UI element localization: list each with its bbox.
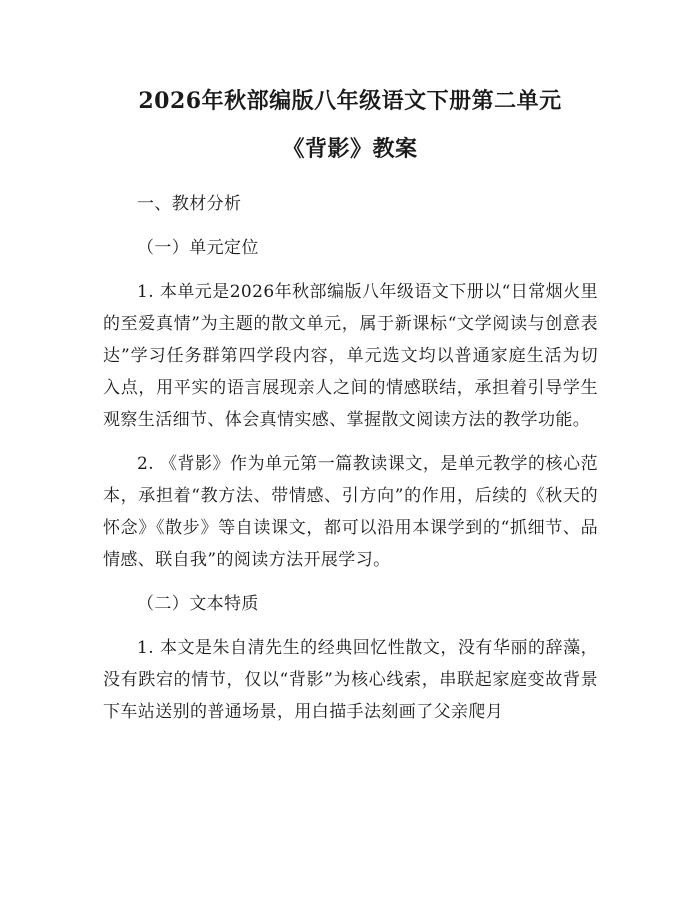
document-title-line2: 《背影》教案 — [282, 136, 418, 162]
subsection-heading-unit-position: （一）单元定位 — [137, 238, 259, 258]
subsection-heading-text-features: （二）文本特质 — [137, 594, 259, 614]
document-title-line1: 2026年秋部编版八年级语文下册第二单元 — [138, 88, 562, 114]
paragraph-unit-position-2: 2. 《背影》作为单元第一篇教读课文，是单元教学的核心范本，承担着“教方法、带情感、引方向”的作用，后续的《秋天的怀念》《散步》等自读课文，都可以沿用本课学到的“抓细节、品情感、联自我”的阅读方法开展学习。 — [103, 454, 598, 570]
paragraph-text-features-1: 1. 本文是朱自清先生的经典回忆性散文，没有华丽的辞藻，没有跌宕的情节，仅以“背影”为核心线索，串联起家庭变故背景下车站送别的普通场景，用白描手法刻画了父亲爬月 — [103, 638, 598, 722]
paragraph-unit-position-1: 1. 本单元是2026年秋部编版八年级语文下册以“日常烟火里的至爱真情”为主题的散文单元，属于新课标“文学阅读与创意表达”学习任务群第四学段内容，单元选文均以普通家庭生活为切入点，用平实的语言展现亲人之间的情感联结，承担着引导学生观察生活细节、体会真情实感、掌握散文阅读方法的教学功能。 — [103, 282, 598, 430]
section-heading-materials-analysis: 一、教材分析 — [137, 194, 242, 214]
document-body — [103, 188, 598, 728]
